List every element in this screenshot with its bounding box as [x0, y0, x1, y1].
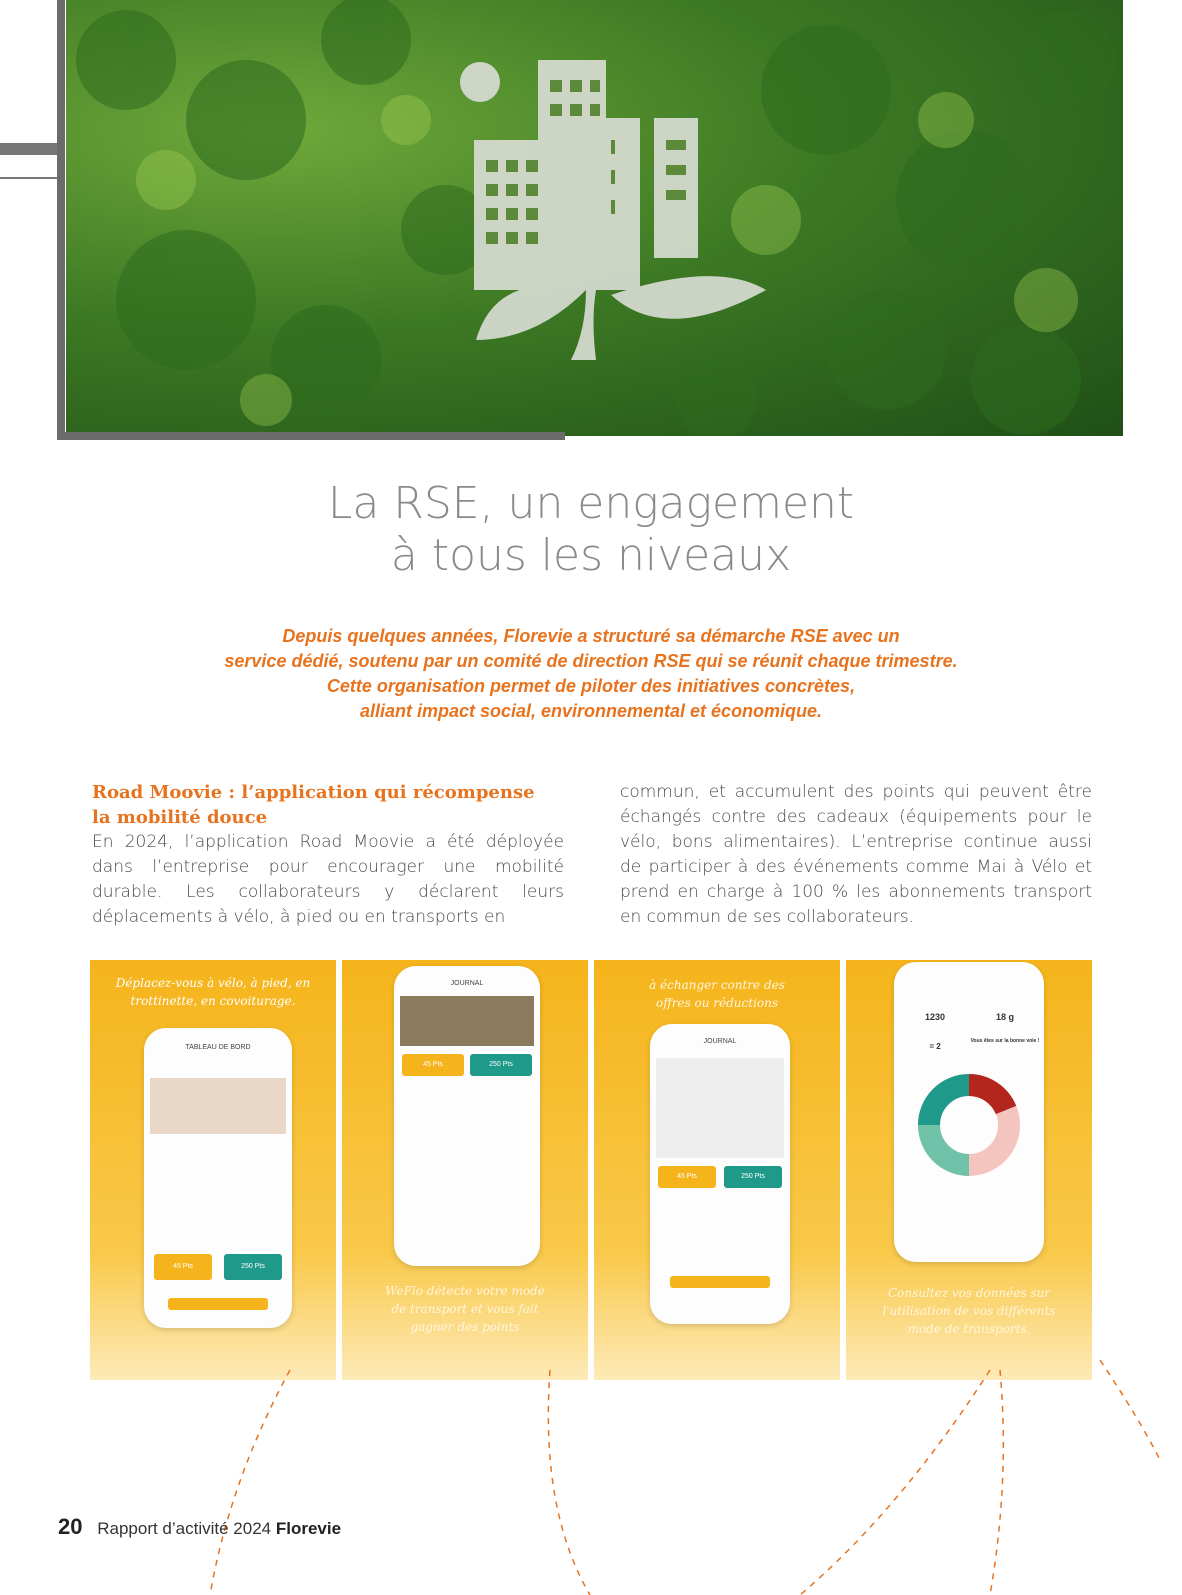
points-button[interactable]: 250 Pts: [470, 1054, 532, 1076]
section-body-right: commun, et accumulent des points qui peuvent être échangés contre des cadeaux (équipements pour le vélo, bons alimentaires). L’entreprise continue aussi de participer à des événements comme Mai à Vélo et prend en charge à 100 % les abonnements transport en commun de ses collaborateurs.: [620, 782, 1092, 927]
app-panel-3: [594, 960, 840, 1380]
app-panel-1: [90, 960, 336, 1380]
stat-message: Vous êtes sur la bonne voie !: [970, 1038, 1040, 1044]
panel-caption: Déplacez-vous à vélo, à pied, en trottinette, en covoiturage.: [115, 976, 311, 1008]
page-footer: [58, 1514, 341, 1540]
brand-name: Florevie: [275, 1519, 342, 1538]
frame-vertical: [57, 0, 65, 440]
decorative-dashed-lines: [0, 1360, 1182, 1595]
app-panel-4: [846, 960, 1092, 1380]
panel-caption: WeFlo détecte votre mode de transport et vous fait gagner des points: [385, 1284, 545, 1334]
phone-screen: [144, 1028, 292, 1328]
left-column: [92, 780, 564, 930]
report-label: Rapport d’activité 2024: [97, 1519, 272, 1538]
points-button[interactable]: 250 Pts: [724, 1166, 782, 1188]
hero-image: [66, 0, 1123, 436]
phone-screen: [894, 962, 1044, 1262]
rider-photo: [400, 996, 534, 1046]
intro-line: service dédié, soutenu par un comité de direction RSE qui se réunit chaque trimestre.: [224, 651, 958, 671]
panel-caption: Consultez vos données sur l'utilisation de vos différents mode de transports.: [882, 1286, 1056, 1336]
screen-title: TABLEAU DE BORD: [185, 1044, 251, 1051]
screen-title: JOURNAL: [450, 980, 484, 987]
phone-screen: [650, 1024, 790, 1324]
stat-value: = 2: [929, 1042, 941, 1051]
map-area: [656, 1058, 784, 1158]
decor-bar: [0, 143, 58, 155]
forest-city-illustration: [66, 0, 1123, 436]
intro-line: Cette organisation permet de piloter des initiatives concrètes,: [326, 676, 856, 696]
stat-value: 1230: [924, 1012, 946, 1022]
section-body-left: En 2024, l’application Road Moovie a été déployée dans l’entreprise pour encourager une mobilité durable. Les collaborateurs y déclarent leurs déplacements à vélo, à pied ou en transports en: [92, 832, 564, 927]
points-button[interactable]: 45 Pts: [402, 1054, 464, 1076]
page-number: 20: [58, 1514, 83, 1539]
phone-screen: [394, 966, 540, 1266]
intro-line: alliant impact social, environnemental et économique.: [359, 701, 823, 721]
panel-caption: à échanger contre des offres ou réductions: [649, 978, 785, 1010]
frame-horizontal: [57, 432, 565, 440]
section-heading-line2: la mobilité douce: [92, 807, 268, 828]
points-button[interactable]: 250 Pts: [224, 1254, 282, 1280]
donut-chart: [914, 1070, 1024, 1180]
points-button[interactable]: 45 Pts: [154, 1254, 212, 1280]
screen-title: JOURNAL: [703, 1038, 737, 1045]
decor-line: [0, 177, 58, 179]
action-button[interactable]: [670, 1276, 770, 1288]
bike-photo: [150, 1078, 286, 1134]
stat-value: 18 g: [995, 1012, 1014, 1022]
points-button[interactable]: 45 Pts: [658, 1166, 716, 1188]
app-panel-2: [342, 960, 588, 1380]
section-heading-line1: Road Moovie : l’application qui récompense: [92, 782, 535, 803]
intro-line: Depuis quelques années, Florevie a structuré sa démarche RSE avec un: [282, 626, 900, 646]
page-title-line1: La RSE, un engagement: [327, 478, 855, 529]
right-column: [620, 780, 1092, 930]
intro-paragraph: [120, 624, 1062, 724]
page-title-line2: à tous les niveaux: [390, 530, 792, 581]
action-button[interactable]: [168, 1298, 268, 1310]
